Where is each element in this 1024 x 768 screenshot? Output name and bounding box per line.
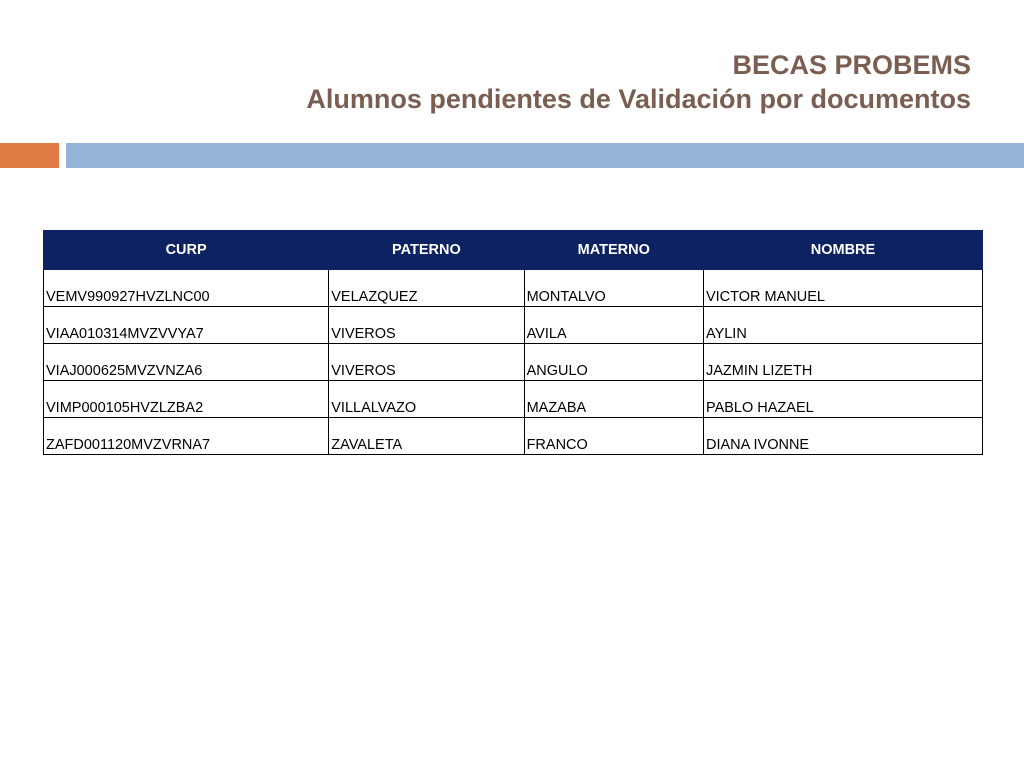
table-row [44,418,983,455]
accent-bar-orange [0,143,59,168]
cell-curp [44,381,329,418]
cell-curp [44,418,329,455]
cell-materno [524,418,703,455]
cell-text: VICTOR MANUEL [705,289,825,305]
cell-text: MAZABA [526,400,587,416]
cell-text: VIAJ000625MVZVNZA6 [46,363,203,379]
cell-nombre [703,307,982,344]
cell-curp [44,270,329,307]
cell-text: ZAFD001120MVZVRNA7 [46,437,211,453]
cell-text: AVILA [526,326,567,342]
cell-text: VIAA010314MVZVVYA7 [46,326,204,342]
cell-nombre [703,381,982,418]
cell-paterno [329,381,524,418]
cell-curp [44,307,329,344]
cell-nombre [703,344,982,381]
cell-text: VIMP000105HVZLZBA2 [46,400,204,416]
cell-paterno [329,344,524,381]
cell-materno [524,344,703,381]
cell-materno [524,381,703,418]
cell-paterno [329,307,524,344]
table-header-row [44,231,983,270]
cell-nombre [703,418,982,455]
cell-text: FRANCO [526,437,588,453]
table-row [44,307,983,344]
slide-subtitle: Alumnos pendientes de Validación por documentos [306,84,971,114]
column-header-curp: CURP [44,231,329,270]
cell-text: JAZMIN LIZETH [705,363,813,379]
cell-paterno [329,270,524,307]
cell-materno [524,270,703,307]
cell-text: VELAZQUEZ [331,289,418,305]
cell-paterno [329,418,524,455]
cell-text: MONTALVO [526,289,606,305]
cell-text: PABLO HAZAEL [705,400,814,416]
cell-text: AYLIN [705,326,747,342]
accent-bar-blue [66,143,1024,168]
column-header-nombre: NOMBRE [703,231,982,270]
cell-text: VIVEROS [331,326,396,342]
students-table [43,230,983,455]
table-row [44,344,983,381]
cell-text: VIVEROS [331,363,396,379]
slide-title-block [306,48,971,116]
cell-text: VILLALVAZO [331,400,417,416]
cell-materno [524,307,703,344]
table-row [44,381,983,418]
cell-nombre [703,270,982,307]
cell-text: ANGULO [526,363,588,379]
slide-title: BECAS PROBEMS [732,50,971,80]
cell-curp [44,344,329,381]
cell-text: DIANA IVONNE [705,437,810,453]
column-header-materno: MATERNO [524,231,703,270]
column-header-paterno: PATERNO [329,231,524,270]
cell-text: VEMV990927HVZLNC00 [46,289,210,305]
cell-text: ZAVALETA [331,437,403,453]
table-row [44,270,983,307]
